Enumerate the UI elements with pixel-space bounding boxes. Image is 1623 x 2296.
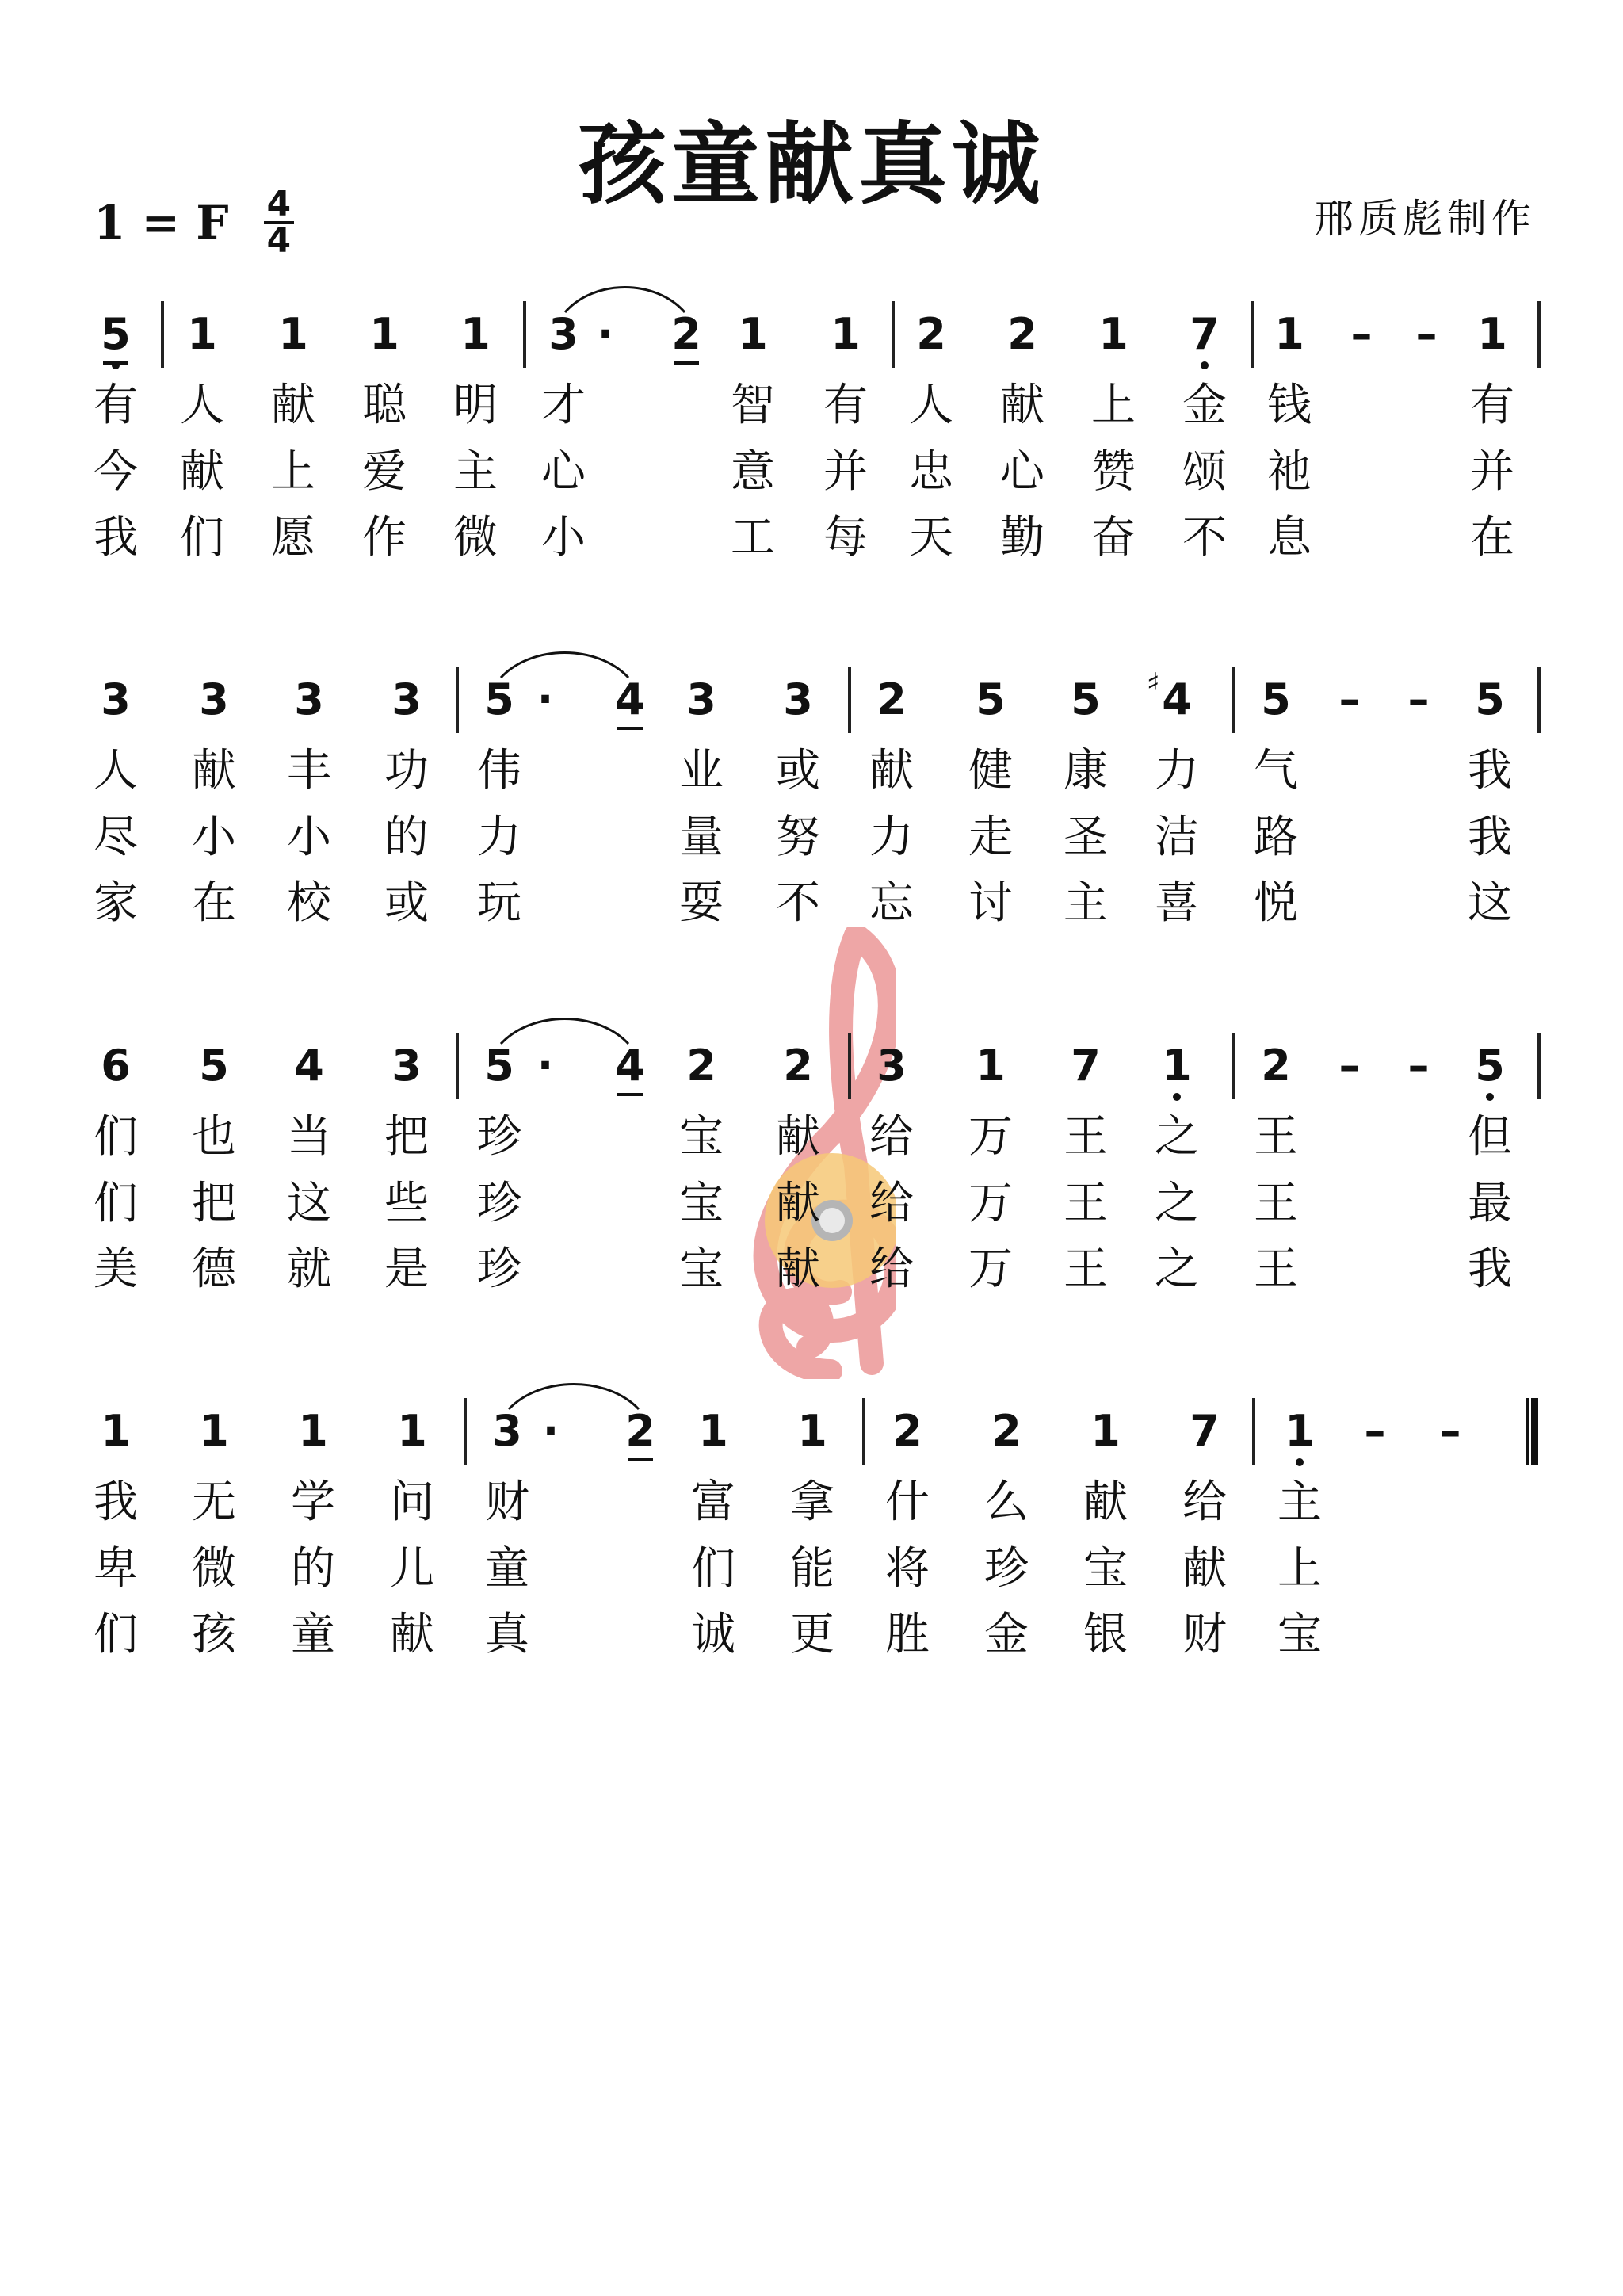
barline [1232, 1033, 1235, 1099]
lyric-character: 但 [1468, 1111, 1512, 1163]
note: 2 [617, 1408, 664, 1455]
lyric-character: 王 [1064, 1178, 1108, 1229]
note: 5 [1261, 674, 1291, 724]
lower-octave-dot [1173, 1093, 1181, 1101]
lyric-character: 量 [679, 812, 724, 863]
note: 1 [460, 309, 491, 359]
lyric-character: 当 [287, 1111, 331, 1163]
note: 3 [686, 674, 716, 724]
song-title: 孩童献真诚 [578, 113, 1045, 216]
note: 1 [831, 309, 861, 359]
note: 1 [187, 309, 217, 359]
note: 2 [876, 674, 907, 724]
note: 5 [1071, 674, 1101, 724]
lyric-character: 献 [1000, 380, 1044, 431]
lyric-character: 德 [192, 1244, 236, 1295]
note: 1 [797, 1406, 827, 1456]
lyric-character: 王 [1254, 1244, 1298, 1295]
barline [1251, 301, 1254, 368]
barline [464, 1398, 467, 1465]
lyric-character: 之 [1155, 1111, 1199, 1163]
lyric-character: 天 [909, 512, 953, 563]
barline [1537, 667, 1541, 733]
lyric-character: 给 [869, 1178, 914, 1229]
sharp-accidental-icon: ♯ [1147, 667, 1160, 699]
note: 1 [1153, 1042, 1201, 1090]
lyric-character: 赞 [1091, 446, 1136, 498]
lyric-character: 什 [885, 1477, 930, 1528]
time-signature [264, 184, 295, 261]
lyric-character: 在 [1470, 512, 1514, 563]
barline [523, 301, 526, 368]
note: 3 [391, 674, 422, 724]
barline [1252, 1398, 1255, 1465]
barline [1537, 1033, 1541, 1099]
lyric-character: 小 [192, 812, 236, 863]
augmentation-dot: · [597, 309, 614, 359]
dash-extension: – [1439, 1406, 1461, 1456]
lyric-character: 献 [180, 446, 224, 498]
note: 7 [1181, 311, 1228, 358]
note: 5 [976, 674, 1006, 724]
dash-extension: – [1350, 309, 1373, 359]
lyric-character: 有 [1470, 380, 1514, 431]
lyric-character: 这 [287, 1178, 331, 1229]
note: 2 [686, 1041, 716, 1091]
lyric-character: 财 [1182, 1609, 1227, 1660]
lower-octave-dot [1296, 1458, 1304, 1466]
lyric-character: 拿 [790, 1477, 834, 1528]
lyric-character: 给 [1182, 1477, 1227, 1528]
lyric-character: 万 [968, 1178, 1013, 1229]
slur-arc [499, 644, 630, 684]
lyric-character: 真 [485, 1609, 529, 1660]
lyric-character: 聪 [362, 380, 407, 431]
lyric-character: 珍 [477, 1111, 521, 1163]
lyric-character: 意 [731, 446, 775, 498]
dash-extension: – [1407, 1041, 1430, 1091]
lyric-character: 珍 [477, 1244, 521, 1295]
lyric-character: 爱 [362, 446, 407, 498]
augmentation-dot: · [537, 1041, 554, 1091]
lyric-character: 宝 [1277, 1609, 1322, 1660]
note: 1 [199, 1406, 229, 1456]
lyric-character: 愿 [271, 512, 315, 563]
augmentation-dot: · [542, 1406, 559, 1456]
note: 1 [1477, 309, 1507, 359]
lyric-character: 献 [869, 745, 914, 797]
lyric-character: 献 [390, 1609, 434, 1660]
lyric-character: 喜 [1155, 877, 1199, 929]
slur-arc [563, 279, 686, 319]
dash-extension: – [1338, 674, 1361, 724]
note: 3 [783, 674, 813, 724]
lyric-character: 家 [94, 877, 138, 929]
barline [456, 667, 459, 733]
note: 2 [783, 1041, 813, 1091]
key-and-time-signature [94, 184, 294, 261]
note: 2 [991, 1406, 1022, 1456]
lyric-character: 祂 [1267, 446, 1312, 498]
note: 4 [606, 676, 654, 724]
barline [848, 1033, 851, 1099]
lyric-character: 是 [384, 1244, 429, 1295]
lyric-character: 给 [869, 1244, 914, 1295]
barline [892, 301, 895, 368]
lyric-character: 胜 [885, 1609, 930, 1660]
composer-credit: 邢质彪制作 [1314, 196, 1536, 242]
barline [161, 301, 164, 368]
note: 2 [1007, 309, 1037, 359]
lyric-character: 们 [180, 512, 224, 563]
lyric-character: 能 [790, 1543, 834, 1595]
lyric-character: 无 [192, 1477, 236, 1528]
note: 4 [606, 1042, 654, 1090]
lyric-character: 丰 [287, 745, 331, 797]
note: 2 [892, 1406, 922, 1456]
lyric-character: 并 [1470, 446, 1514, 498]
lyric-character: 气 [1254, 745, 1298, 797]
lyric-character: 之 [1155, 1244, 1199, 1295]
lyric-character: 工 [731, 512, 775, 563]
lyric-character: 之 [1155, 1178, 1199, 1229]
lyric-character: 宝 [679, 1178, 724, 1229]
note: 1 [698, 1406, 728, 1456]
lyric-character: 伟 [477, 745, 521, 797]
lyric-character: 校 [287, 877, 331, 929]
barline [848, 667, 851, 733]
lyric-character: 宝 [679, 1244, 724, 1295]
lyric-character: 明 [453, 380, 498, 431]
lyric-character: 努 [776, 812, 820, 863]
note: 6 [101, 1041, 131, 1091]
lyric-character: 每 [823, 512, 868, 563]
lyric-character: 忠 [909, 446, 953, 498]
lyric-character: 尽 [94, 812, 138, 863]
lyric-character: 也 [192, 1111, 236, 1163]
lyric-character: 心 [1000, 446, 1044, 498]
lyric-character: 献 [776, 1178, 820, 1229]
note: 1 [101, 1406, 131, 1456]
note: 1 [738, 309, 768, 359]
time-signature-denominator: 4 [266, 220, 292, 261]
eighth-underline [617, 1093, 643, 1096]
lyric-character: 主 [1064, 877, 1108, 929]
lyric-character: 心 [541, 446, 586, 498]
lyric-character: 的 [291, 1543, 335, 1595]
lyric-character: 童 [485, 1543, 529, 1595]
slur-arc [499, 1010, 630, 1050]
lyric-character: 健 [968, 745, 1013, 797]
key-signature: 1 = F [94, 196, 229, 250]
notation-system [0, 1042, 1623, 1304]
lyric-character: 珍 [477, 1178, 521, 1229]
note: 4 [294, 1041, 324, 1091]
note: 1 [976, 1041, 1006, 1091]
lyric-character: 息 [1267, 512, 1312, 563]
lyric-character: 金 [1182, 380, 1227, 431]
lyric-character: 孩 [192, 1609, 236, 1660]
note: 2 [663, 311, 710, 358]
lyric-character: 上 [1091, 380, 1136, 431]
barline [1537, 301, 1541, 368]
lyric-character: 的 [384, 812, 429, 863]
lyric-character: 圣 [1064, 812, 1108, 863]
lyric-character: 童 [291, 1609, 335, 1660]
lyric-character: 讨 [968, 877, 1013, 929]
note: 7 [1071, 1041, 1101, 1091]
lyric-character: 献 [1182, 1543, 1227, 1595]
lyric-character: 不 [1182, 512, 1227, 563]
slur-arc [507, 1376, 640, 1415]
note: 5 [1466, 1042, 1514, 1090]
lyric-character: 献 [776, 1244, 820, 1295]
lyric-character: 力 [869, 812, 914, 863]
lyric-character: 小 [287, 812, 331, 863]
note: 3 [391, 1041, 422, 1091]
time-signature-numerator: 4 [264, 188, 295, 224]
lyric-character: 主 [453, 446, 498, 498]
lyric-character: 财 [485, 1477, 529, 1528]
lyric-character: 献 [271, 380, 315, 431]
note: 2 [916, 309, 946, 359]
lyric-character: 人 [94, 745, 138, 797]
lyric-character: 诚 [691, 1609, 735, 1660]
note: 5 [484, 1041, 514, 1091]
eighth-underline [628, 1458, 653, 1461]
note: 2 [1261, 1041, 1291, 1091]
lyric-character: 钱 [1267, 380, 1312, 431]
note: 3 [548, 309, 579, 359]
lyric-character: 问 [390, 1477, 434, 1528]
lyric-character: 金 [984, 1609, 1029, 1660]
lyric-character: 银 [1083, 1609, 1128, 1660]
lyric-character: 把 [384, 1111, 429, 1163]
lyric-character: 今 [94, 446, 138, 498]
lyric-character: 忘 [869, 877, 914, 929]
lyric-character: 们 [691, 1543, 735, 1595]
lyric-character: 小 [541, 512, 586, 563]
lyric-character: 有 [823, 380, 868, 431]
lyric-character: 上 [1277, 1543, 1322, 1595]
lyric-character: 路 [1254, 812, 1298, 863]
lyric-character: 人 [180, 380, 224, 431]
barline [862, 1398, 865, 1465]
lyric-character: 们 [94, 1111, 138, 1163]
lyric-character: 作 [362, 512, 407, 563]
lyric-character: 们 [94, 1178, 138, 1229]
lyric-character: 王 [1064, 1244, 1108, 1295]
lyric-character: 万 [968, 1111, 1013, 1163]
eighth-underline [103, 361, 128, 365]
note: 1 [369, 309, 399, 359]
note: 1 [1274, 309, 1304, 359]
lyric-character: 在 [192, 877, 236, 929]
note: 3 [294, 674, 324, 724]
dash-extension: – [1407, 674, 1430, 724]
lower-octave-dot [1486, 1093, 1494, 1101]
lyric-character: 或 [776, 745, 820, 797]
lyric-character: 这 [1468, 877, 1512, 929]
lyric-character: 我 [94, 1477, 138, 1528]
lyric-character: 力 [477, 812, 521, 863]
note: 3 [101, 674, 131, 724]
lyric-character: 富 [691, 1477, 735, 1528]
lyric-character: 王 [1254, 1111, 1298, 1163]
lyric-character: 珍 [984, 1543, 1029, 1595]
note: 3 [876, 1041, 907, 1091]
note: 1 [1098, 309, 1128, 359]
lyric-character: 我 [1468, 1244, 1512, 1295]
note: 4 ♯ [1147, 667, 1192, 724]
lyric-character: 洁 [1155, 812, 1199, 863]
lyric-character: 献 [1083, 1477, 1128, 1528]
note: 5 [92, 311, 139, 358]
lyric-character: 王 [1254, 1178, 1298, 1229]
lyric-character: 宝 [679, 1111, 724, 1163]
lyric-character: 有 [94, 380, 138, 431]
augmentation-dot: · [537, 674, 554, 724]
barline [1232, 667, 1235, 733]
lyric-character: 宝 [1083, 1543, 1128, 1595]
notation-system [0, 667, 1623, 938]
note: 5 [1475, 674, 1505, 724]
lyric-character: 走 [968, 812, 1013, 863]
note: 7 [1190, 1406, 1220, 1456]
lyric-character: 我 [94, 512, 138, 563]
lyric-character: 们 [94, 1609, 138, 1660]
lyric-character: 学 [291, 1477, 335, 1528]
lyric-character: 就 [287, 1244, 331, 1295]
note: 1 [397, 1406, 427, 1456]
lyric-character: 业 [679, 745, 724, 797]
lyric-character: 卑 [94, 1543, 138, 1595]
lyric-character: 功 [384, 745, 429, 797]
lyric-character: 不 [776, 877, 820, 929]
notation-system [0, 1408, 1623, 1669]
dash-extension: – [1415, 309, 1438, 359]
lyric-character: 力 [1155, 745, 1199, 797]
lyric-character: 悦 [1254, 877, 1298, 929]
note: 3 [492, 1406, 522, 1456]
lyric-character: 并 [823, 446, 868, 498]
notation-system [0, 311, 1623, 572]
note: 1 [278, 309, 308, 359]
lyric-character: 玩 [477, 877, 521, 929]
lyric-character: 康 [1064, 745, 1108, 797]
lyric-character: 颂 [1182, 446, 1227, 498]
lyric-character: 万 [968, 1244, 1013, 1295]
final-barline [1526, 1398, 1538, 1465]
eighth-underline [674, 361, 699, 365]
note: 5 [199, 1041, 229, 1091]
lyric-character: 主 [1277, 1477, 1322, 1528]
lyric-character: 耍 [679, 877, 724, 929]
note: 1 [1276, 1408, 1323, 1455]
lyric-character: 把 [192, 1178, 236, 1229]
lyric-character: 我 [1468, 812, 1512, 863]
dash-extension: – [1338, 1041, 1361, 1091]
lyric-character: 最 [1468, 1178, 1512, 1229]
lyric-character: 美 [94, 1244, 138, 1295]
lyric-character: 王 [1064, 1111, 1108, 1163]
lyric-character: 智 [731, 380, 775, 431]
lyric-character: 儿 [390, 1543, 434, 1595]
note: 1 [1090, 1406, 1121, 1456]
lyric-character: 勤 [1000, 512, 1044, 563]
lyric-character: 人 [909, 380, 953, 431]
lyric-character: 么 [984, 1477, 1029, 1528]
lyric-character: 更 [790, 1609, 834, 1660]
lyric-character: 我 [1468, 745, 1512, 797]
eighth-underline [617, 727, 643, 730]
barline [456, 1033, 459, 1099]
lyric-character: 献 [776, 1111, 820, 1163]
lyric-character: 奋 [1091, 512, 1136, 563]
lyric-character: 才 [541, 380, 586, 431]
lyric-character: 上 [271, 446, 315, 498]
lyric-character: 些 [384, 1178, 429, 1229]
lower-octave-dot [1201, 361, 1209, 369]
note: 1 [298, 1406, 328, 1456]
lyric-character: 微 [192, 1543, 236, 1595]
note: 5 [484, 674, 514, 724]
note: 3 [199, 674, 229, 724]
lyric-character: 微 [453, 512, 498, 563]
lyric-character: 献 [192, 745, 236, 797]
dash-extension: – [1364, 1406, 1386, 1456]
lyric-character: 给 [869, 1111, 914, 1163]
lyric-character: 或 [384, 877, 429, 929]
lyric-character: 将 [885, 1543, 930, 1595]
